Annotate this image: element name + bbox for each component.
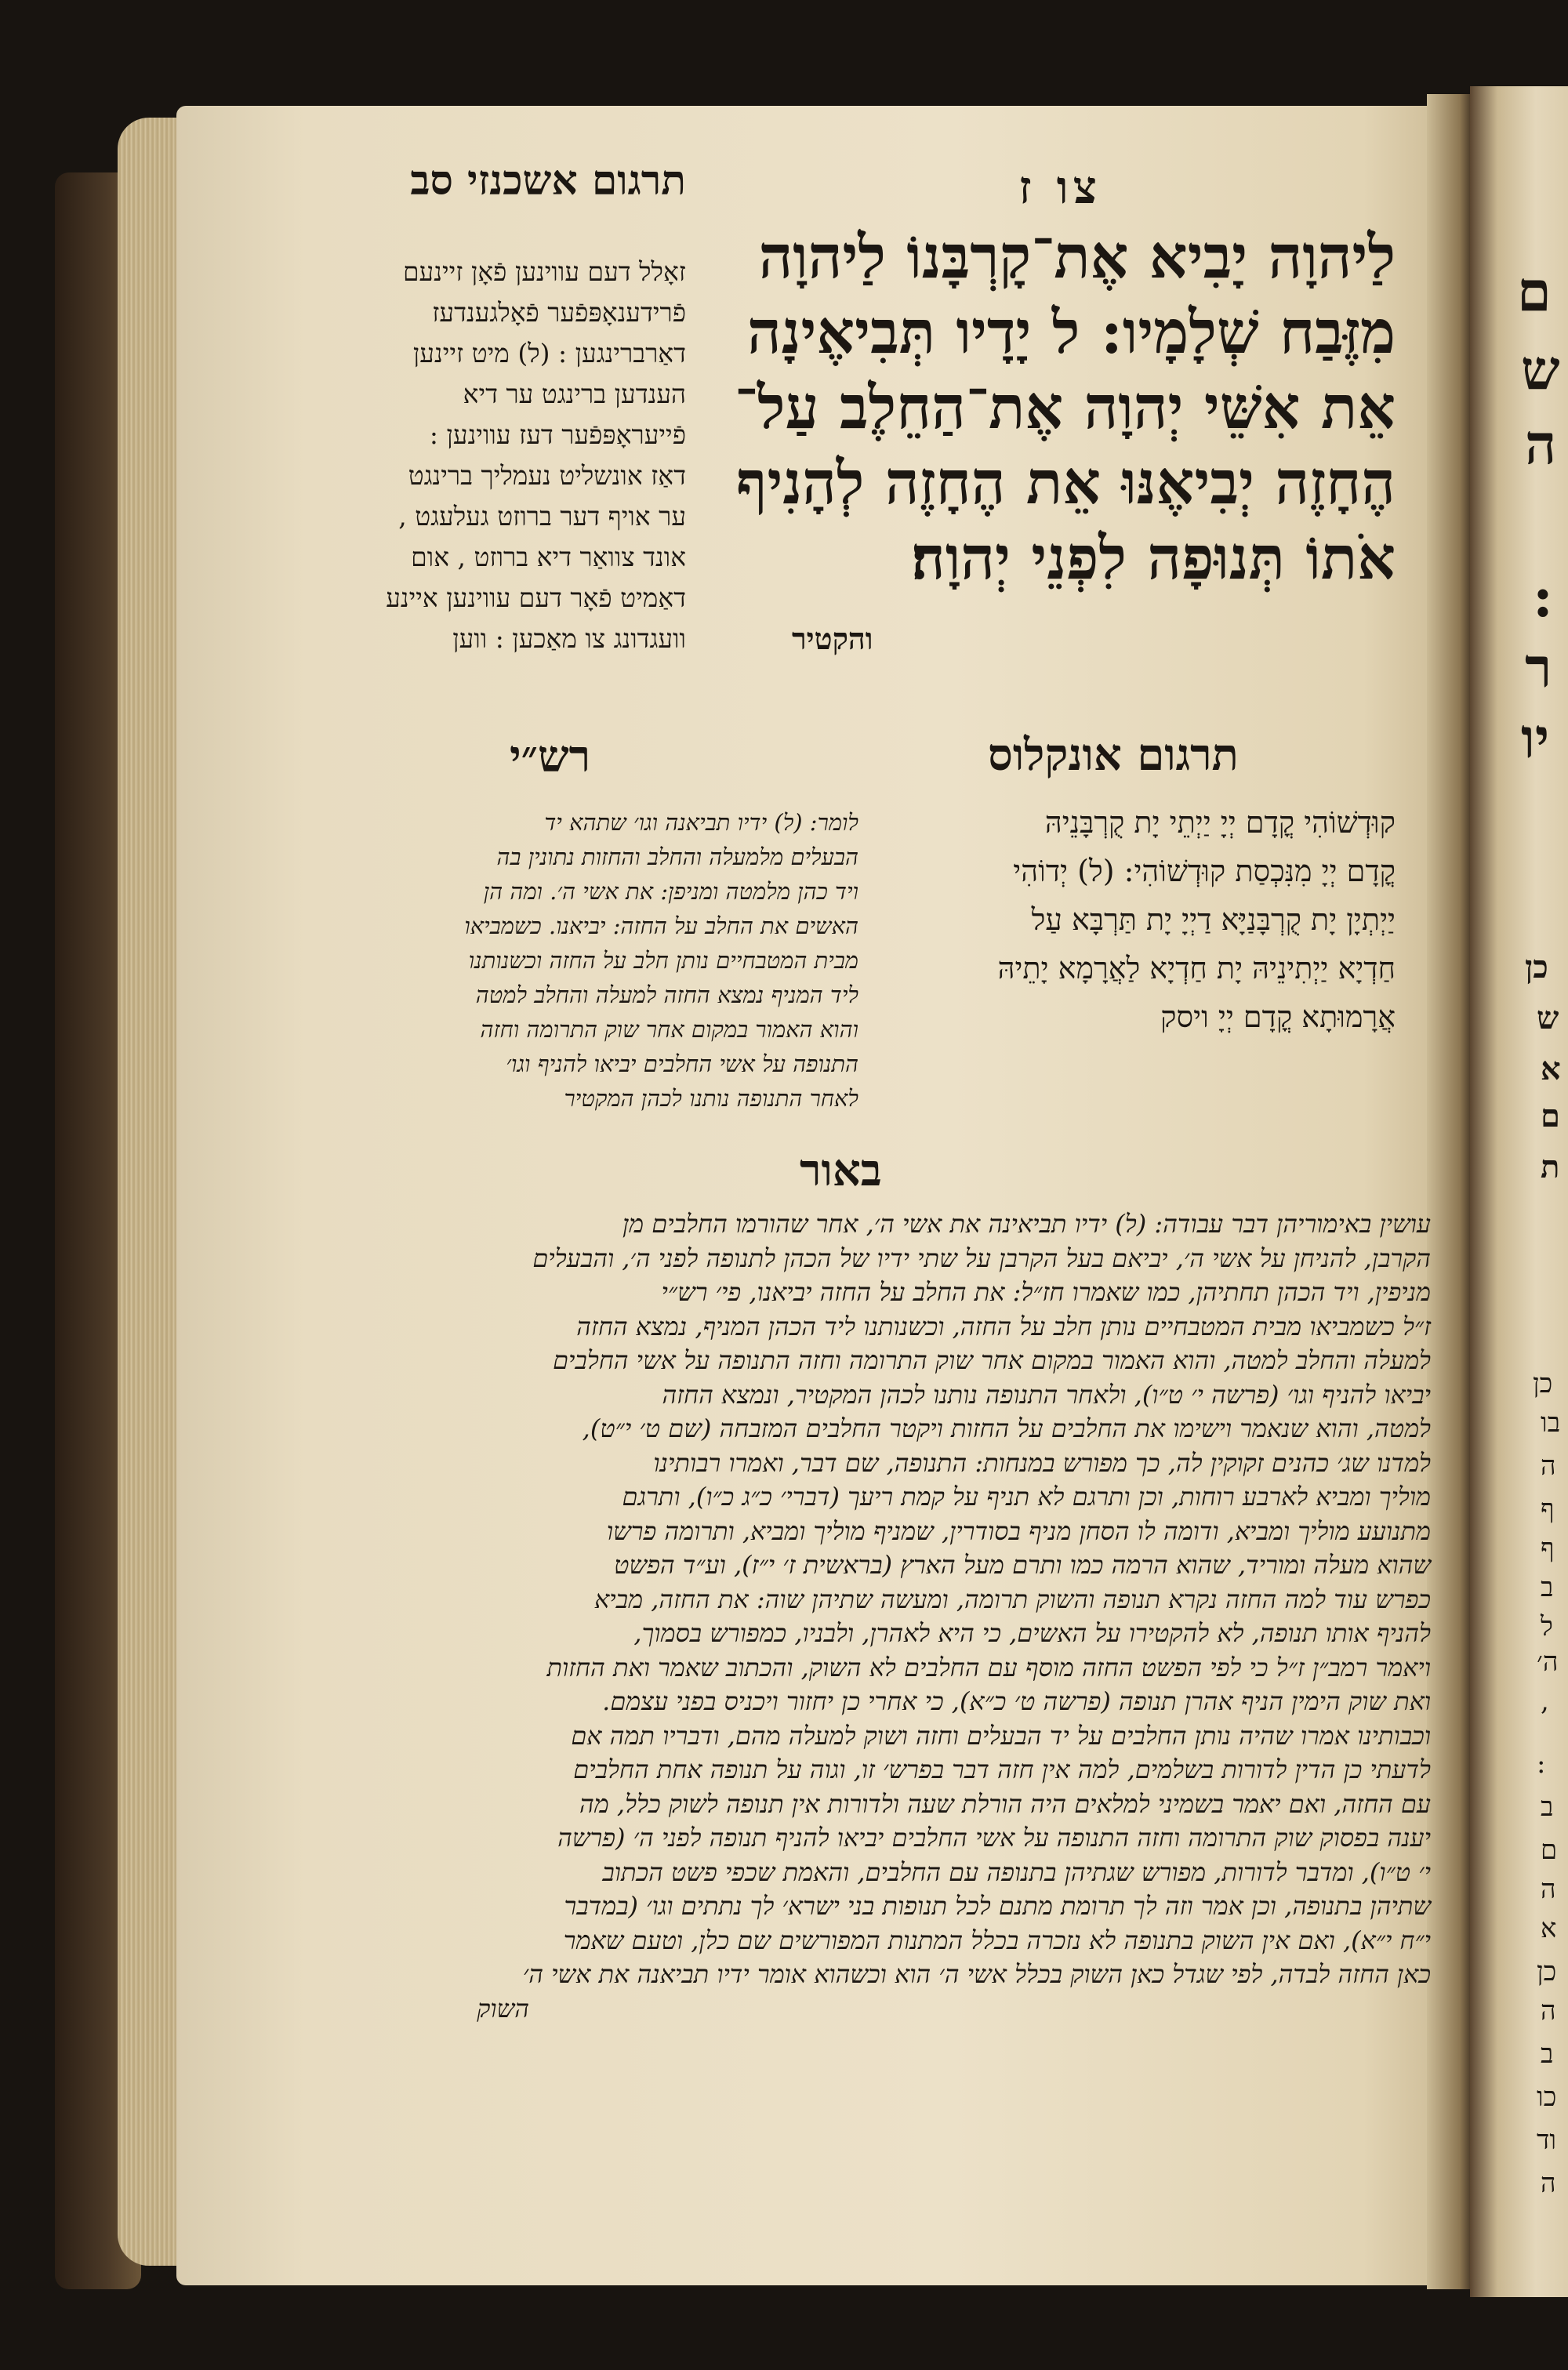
biur-line: כפרש עוד למה החזה נקרא תנופה והשוק תרומה, ומעשה שתיהן שוה: את החזה, מביא	[594, 1584, 1431, 1614]
right-page-glyph: ה	[1525, 412, 1557, 477]
hebrew-line: אֹתוֹ תְּנוּפָה לִפְנֵי יְהוָה׃	[911, 523, 1396, 593]
biur-line: מניפין, ויד הכהן תחתיהן, כמו שאמרו חז״ל: את החלב על החזה יביאנו, פי׳ רש״י	[661, 1277, 1431, 1307]
right-page-glyph: :	[1537, 1748, 1546, 1780]
biur-commentary	[325, 1211, 1431, 2030]
rashi-commentary	[314, 811, 858, 1122]
biur-line: מוליך ומביא לארבע רוחות, וכן ותרגם לא תניף על קמת ריעך (דברי׳ כ״ג כ״ו), ותרגם	[622, 1482, 1431, 1512]
right-page-glyph: כן	[1525, 949, 1548, 985]
right-page-glyph: ה	[1541, 1995, 1556, 2027]
biur-line: י׳ ט״ו), ומדבר לדורות, מפורש שגתיהן בתנופה עם החלבים, והאמת שכפי פשט הכתוב	[602, 1856, 1431, 1887]
right-page-glyph: :	[1533, 564, 1553, 630]
right-page-glyph: ה	[1541, 1874, 1556, 1905]
rashi-line: לאחר התנופה נותנו לכהן המקטיר	[564, 1085, 858, 1112]
rashi-line: האשים את החלב על החזה: יביאנו. כשמביאו	[464, 913, 858, 939]
right-page-glyph: יו	[1521, 706, 1550, 771]
yiddish-line: פֿייעראָפּפֿער דעז עווינען :	[429, 419, 686, 450]
yiddish-translation	[302, 256, 686, 666]
biur-line: ז״ל כשמביאו מבית המטבחיים נותן חלב על החזה, וכשנותנו ליד הכהן המניף, נמצא החזה	[576, 1311, 1431, 1341]
targum-onkelos-text	[882, 805, 1396, 1051]
hebrew-line: מִזֶּבַח שְׁלָמָיו: ל יָדָיו תְּבִיאֶינָה	[747, 297, 1396, 367]
page-header-title: תרגום אשכנזי סב	[410, 157, 686, 205]
biur-line: למדנו שג׳ כהנים זקוקין לה, כך מפורש במנחות: התנופה, שם דבר, ואמרו רבותינו	[653, 1447, 1431, 1478]
biur-line: כאן החזה לבדה, לפי שגדל כאן השוק בכלל אשי ה׳ הוא וכשהוא אומר ידיו תביאנה את אשי ה׳	[522, 1959, 1431, 1989]
rashi-line: והוא האמור במקום אחר שוק התרומה וחזה	[480, 1016, 858, 1043]
right-page-glyph: ה׳	[1537, 1646, 1559, 1678]
biur-line: י״ח י״א), ואם אין השוק בתנופה לא נזכרה בכלל המתנות המפורשים שם כלן, וטעם שאמר	[563, 1925, 1431, 1955]
hebrew-text-block	[721, 222, 1396, 604]
targum-line: קוּדְשׁוֹהִי קֳדָם יְיָ יַיְתֵי יָת קֻרְבָּנֵיהּ	[1044, 805, 1396, 840]
right-page-glyph: ל	[1541, 1611, 1553, 1642]
page-header-sign: צו ז	[1018, 161, 1102, 214]
right-page-glyph: ת	[1541, 1149, 1560, 1185]
yiddish-line: ער אויף דער ברוזט געלעגט ,	[398, 501, 686, 532]
rashi-line: ליד המניף נמצא החזה למעלה והחלב למטה	[475, 982, 858, 1008]
biur-line: יביאו להניף וגו׳ (פרשה י׳ ט״ו), ולאחר התנופה נותנו לכהן המקטיר, ונמצא החזה	[662, 1379, 1431, 1410]
biur-line: הקרבן, להניחן על אשי ה׳, יביאם בעל הקרבן על שתי ידיו של הכהן לתנופה לפני ה׳, והבעלים	[532, 1243, 1431, 1273]
rashi-line: ויד כהן מלמטה ומניפן: את אשי ה׳. ומה הן	[483, 878, 858, 905]
right-page-glyph: א	[1541, 1913, 1557, 1944]
right-page-glyph: א	[1541, 1051, 1561, 1087]
yiddish-line: הענדען ברינגט ער דיא	[463, 379, 686, 409]
biur-line: למעלה והחלב למטה, והוא האמור במקום אחר שוק התרומה וחזה התנופה על אשי החלבים	[553, 1345, 1431, 1375]
rashi-line: הבעלים מלמעלה והחלב והחזות נתונין בה	[496, 844, 858, 870]
biur-line: להניף אותו תנופה, לא להקטירו על האשים, כי היא לאהרן, ולבניו, כמפורש בסמוך,	[633, 1618, 1431, 1648]
right-page-glyph: ב	[1541, 1791, 1554, 1823]
book-gutter	[1427, 94, 1474, 2289]
biur-line: עושין באימוריהן דבר עבודה: (ל) ידיו תביאינה את אשי ה׳, אחר שהורמו החלבים מן	[622, 1209, 1431, 1239]
yiddish-line: דאַמיט פֿאָר דעם עווינען איינע	[386, 583, 686, 613]
biur-line: שתיהן בתנופה, וכן אמר וזה לך תרומת מתנם לכל תנופות בני ישרא׳ לך נתתים וגו׳ (במדבר	[564, 1891, 1431, 1921]
right-page-glyph: ר	[1525, 635, 1552, 700]
targum-line: יַיְתְיָן יָת קֻרְבָּנַיָּא דַיְיָ יָת תַּרְבָּא עַל	[1031, 902, 1396, 937]
right-page-glyph: כן	[1537, 1956, 1557, 1987]
right-page-glyph: ש	[1537, 1000, 1559, 1036]
right-page-glyph: כן	[1533, 1368, 1553, 1399]
right-page-glyph: ש	[1521, 337, 1560, 402]
right-page-glyph: ף	[1541, 1533, 1555, 1564]
yiddish-line: פֿרידענאָפּפֿער פֿאָלגענדעז	[432, 297, 686, 328]
biur-line: מתנועע מוליך ומביא, ודומה לו הסחן מניף בסודרין, שמניף מוליך ומביא, ותרומה פרשו	[606, 1515, 1431, 1546]
targum-heading: תרגום אונקלוס	[988, 729, 1239, 781]
yiddish-line: דאַז אונשליט נעמליך ברינגט	[408, 460, 686, 491]
biur-line: למטה, והוא שנאמר וישימו את החלבים על החזות ויקטר החלבים המזבחה (שם ט׳ י״ט),	[582, 1414, 1431, 1443]
rashi-heading: רש״י	[510, 731, 591, 782]
biur-line: ואת שוק הימין הניף אהרן תנופה (פרשה ט׳ כ״א), כי אחרי כן יחזור ויכניס בפני עצמם.	[602, 1686, 1431, 1716]
hebrew-line: לַיהוָה יָבִיא אֶת־קָרְבָּנוֹ לַיהוָה	[758, 222, 1396, 292]
right-page-glyph: ה	[1541, 2168, 1556, 2199]
yiddish-line: וועגדונג צו מאַכען : ווען	[452, 623, 686, 654]
right-page-glyph: ף	[1541, 1493, 1555, 1525]
right-page-glyph: ,	[1541, 1686, 1549, 1717]
hebrew-line: אֵת אִשֵּׁי יְהוָה אֶת־הַחֵלֶב עַל־	[734, 372, 1396, 442]
targum-line: אֲרָמוּתָא קֳדָם יְיָ ויסק	[1160, 1000, 1396, 1034]
yiddish-line: זאָלל דעם עווינען פֿאָן זיינעם	[402, 256, 686, 287]
rashi-line: התנופה על אשי החלבים יביאו להניף וגו׳	[506, 1051, 858, 1077]
rashi-line: לומר: (ל) ידיו תביאנה וגו׳ שתהא יד	[544, 809, 858, 836]
right-page-glyph: ב	[1541, 2038, 1554, 2070]
biur-heading: באור	[800, 1145, 882, 1196]
yiddish-line: דאַרברינגען : (ל) מיט זיינען	[412, 338, 686, 368]
biur-line: לדעתי כן הדין לדורות בשלמים, למה אין חזה דבר בפרש׳ זו, וגוה על תנופה אחת החלבים	[573, 1755, 1431, 1784]
biur-catchword: השוק	[477, 1993, 529, 2023]
right-page-glyph: ם	[1541, 1835, 1558, 1866]
biur-line: שהוא מעלה ומוריד, שהוא הרמה כמו ותרם מעל הארץ (בראשית ז׳ י״ז), וע״ד הפשט	[614, 1550, 1431, 1580]
right-page-glyph: וד	[1537, 2125, 1557, 2156]
yiddish-line: אונד צוואַר דיא ברוזט , אום	[411, 542, 686, 572]
right-page-glyph: ם	[1541, 1098, 1560, 1134]
biur-line: ויאמר רמב״ן ז״ל כי לפי הפשט החזה מוסף עם החלבים לא השוק, והכתוב שאמר ואת החזות	[546, 1652, 1431, 1682]
biur-line: עם החזה, ואם יאמר בשמיני למלאים היה הורלת שעה ולדורות אין תנופה לשוק כלל, מה	[579, 1788, 1431, 1819]
hebrew-line: הֶחָזֶה יְבִיאֶנּוּ אֵת הֶחָזֶה לְהָנִיף	[736, 448, 1396, 517]
right-page-glyph: כו	[1537, 2081, 1557, 2113]
targum-line: חַדְיָא יַיְתִינֵיהּ יָת חַדְיָא לַאֲרָמָא יָתֵיהּ	[997, 951, 1396, 985]
catchword: והקטיר	[792, 621, 873, 656]
biur-line: וכבותינו אמרו שהיה נותן החלבים על יד הבעלים וחזה ושוק למעלה מהם, ודבריו תמה אם	[571, 1720, 1431, 1751]
biur-line: יענה בפסוק שוק התרומה וחזה התנופה על אשי החלבים יביאו להניף תנופה לפני ה׳ (פרשה	[557, 1823, 1431, 1853]
right-page-glyph: ב	[1541, 1572, 1554, 1603]
right-page-glyph: בו	[1541, 1407, 1561, 1439]
rashi-line: מבית המטבחיים נותן חלב על החזה וכשנותנו	[468, 947, 858, 974]
right-page-glyph: ם	[1517, 259, 1552, 324]
right-page-glyph: ה	[1541, 1450, 1556, 1482]
targum-line: קֳדָם יְיָ מִנִּכְסַת קוּדְשׁוֹהִי: (ל) יְדוֹהִי	[1013, 854, 1396, 888]
